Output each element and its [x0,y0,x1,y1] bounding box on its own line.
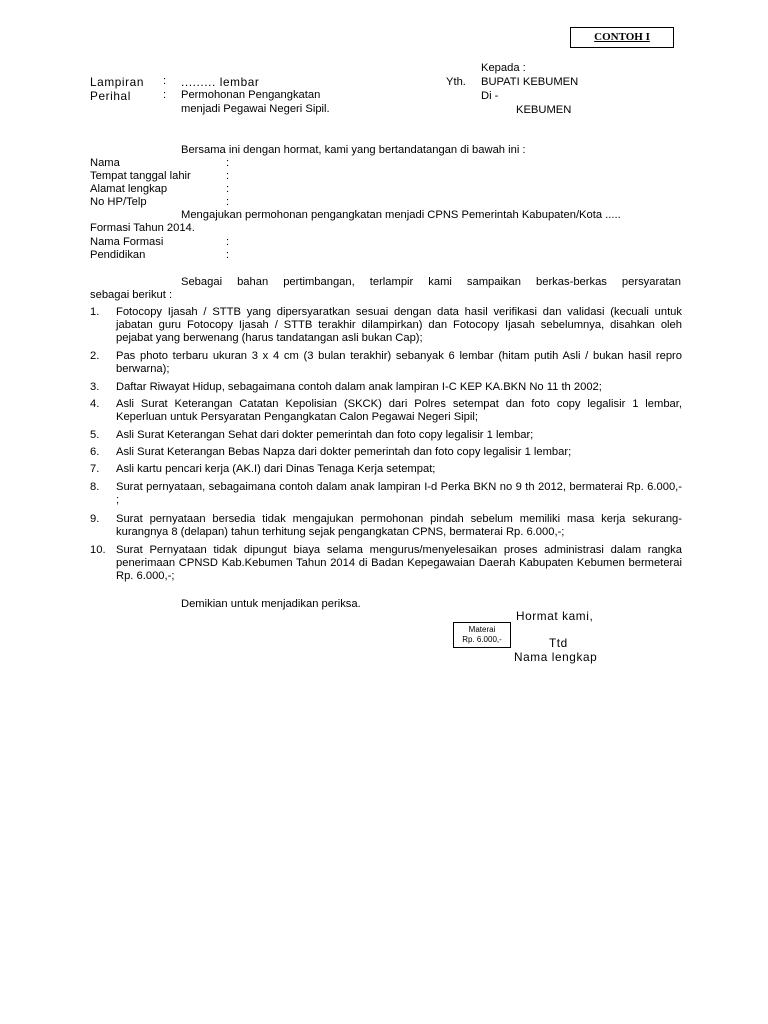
list-item-text: Fotocopy Ijasah / STTB yang dipersyaratkan sesuai dengan data hasil verifikasi dan validasi (kecuali untuk jabatan guru Fotocopy Ijasah / STTB terakhir dilampirkan) dan Fotocopy Ijasah sebelumnya, disahkan oleh pejabat yang berwenang (harus tandatangan asli bukan Cap); [116,306,682,344]
closing-text: Demikian untuk menjadikan periksa. [181,598,361,610]
list-item-number: 6. [90,446,100,458]
field-no-hp: No HP/Telp [90,196,147,208]
list-item-number: 7. [90,463,100,475]
recipient-di: Di - [481,90,499,102]
list-item-number: 3. [90,381,100,393]
field-tempat-tanggal-lahir: Tempat tanggal lahir [90,170,191,182]
request-line-1: Mengajukan permohonan pengangkatan menjadi CPNS Pemerintah Kabupaten/Kota ..... [181,209,621,221]
field-colon: : [226,196,230,208]
consider-line-1: Sebagai bahan pertimbangan, terlampir kami sampaikan berkas-berkas persyaratan [181,276,681,288]
request-line-2: Formasi Tahun 2014. [90,222,195,234]
lampiran-colon: : [163,75,167,87]
lampiran-value: ......... lembar [181,75,260,89]
list-item-text: Asli kartu pencari kerja (AK.I) dari Dinas Tenaga Kerja setempat; [116,463,436,475]
list-item-number: 10. [90,544,106,556]
stamp-line-1: Materai [468,625,496,634]
perihal-line-2: menjadi Pegawai Negeri Sipil. [181,103,330,115]
field-colon: : [226,157,230,169]
intro-text: Bersama ini dengan hormat, kami yang bertandatangan di bawah ini : [181,144,526,156]
list-item-text: Asli Surat Keterangan Sehat dari dokter pemerintah dan foto copy legalisir 1 lembar; [116,429,534,441]
list-item-number: 5. [90,429,100,441]
list-item-number: 1. [90,306,100,318]
stamp-line-2: Rp. 6.000,- [462,635,502,644]
list-item-text: Pas photo terbaru ukuran 3 x 4 cm (3 bulan terakhir) sebanyak 6 lembar (hitam putih Asli / bukan hasil repro berwarna); [116,350,682,375]
field-pendidikan: Pendidikan [90,249,146,261]
list-item-number: 9. [90,513,100,525]
example-badge: CONTOH I [570,27,674,48]
perihal-colon: : [163,89,167,101]
recipient-yth: Yth. [446,76,466,88]
field-alamat-lengkap: Alamat lengkap [90,183,168,195]
signature-name: Nama lengkap [514,650,598,664]
field-colon: : [226,249,230,261]
recipient-name: BUPATI KEBUMEN [481,76,579,88]
field-colon: : [226,170,230,182]
recipient-kepada: Kepada : [481,62,526,74]
list-item-text: Asli Surat Keterangan Catatan Kepolisian (SKCK) dari Polres setempat dan foto copy legalisir 1 lembar, Keperluan untuk Persyaratan Pengangkatan Calon Pegawai Negeri Sipil; [116,398,682,423]
signature-greeting: Hormat kami, [516,609,594,623]
field-colon: : [226,236,230,248]
field-nama: Nama [90,157,120,169]
materai-stamp-box [453,622,511,648]
list-item-text: Surat pernyataan bersedia tidak mengajukan permohonan pindah sebelum memiliki masa kerja sekurang-kurangnya 8 (delapan) tahun terhitung sejak pengangkatan CPNS, bermaterai Rp. 6.000,-; [116,513,682,538]
list-item-number: 4. [90,398,100,410]
list-item-number: 8. [90,481,100,493]
list-item-text: Surat pernyataan, sebagaimana contoh dalam anak lampiran I-d Perka BKN no 9 th 2012, bermaterai Rp. 6.000,- ; [116,481,682,506]
field-nama-formasi: Nama Formasi [90,236,164,248]
lampiran-label: Lampiran [90,75,144,89]
list-item-text: Surat Pernyataan tidak dipungut biaya selama mengurus/menyelesaikan proses administrasi dalam rangka penerimaan CPNSD Kab.Kebumen Tahun 2014 di Badan Kepegawaian Daerah Kabupaten Kebumen bermeterai Rp. 6.000,-; [116,544,682,582]
list-item-text: Daftar Riwayat Hidup, sebagaimana contoh dalam anak lampiran I-C KEP KA.BKN No 11 th 2002; [116,381,602,393]
list-item-number: 2. [90,350,100,362]
recipient-city: KEBUMEN [516,104,572,116]
field-colon: : [226,183,230,195]
perihal-label: Perihal [90,89,131,103]
consider-line-2: sebagai berikut : [90,289,173,301]
list-item-text: Asli Surat Keterangan Bebas Napza dari dokter pemerintah dan foto copy legalisir 1 lembar; [116,446,572,458]
perihal-line-1: Permohonan Pengangkatan [181,89,321,101]
signature-ttd: Ttd [549,636,568,650]
